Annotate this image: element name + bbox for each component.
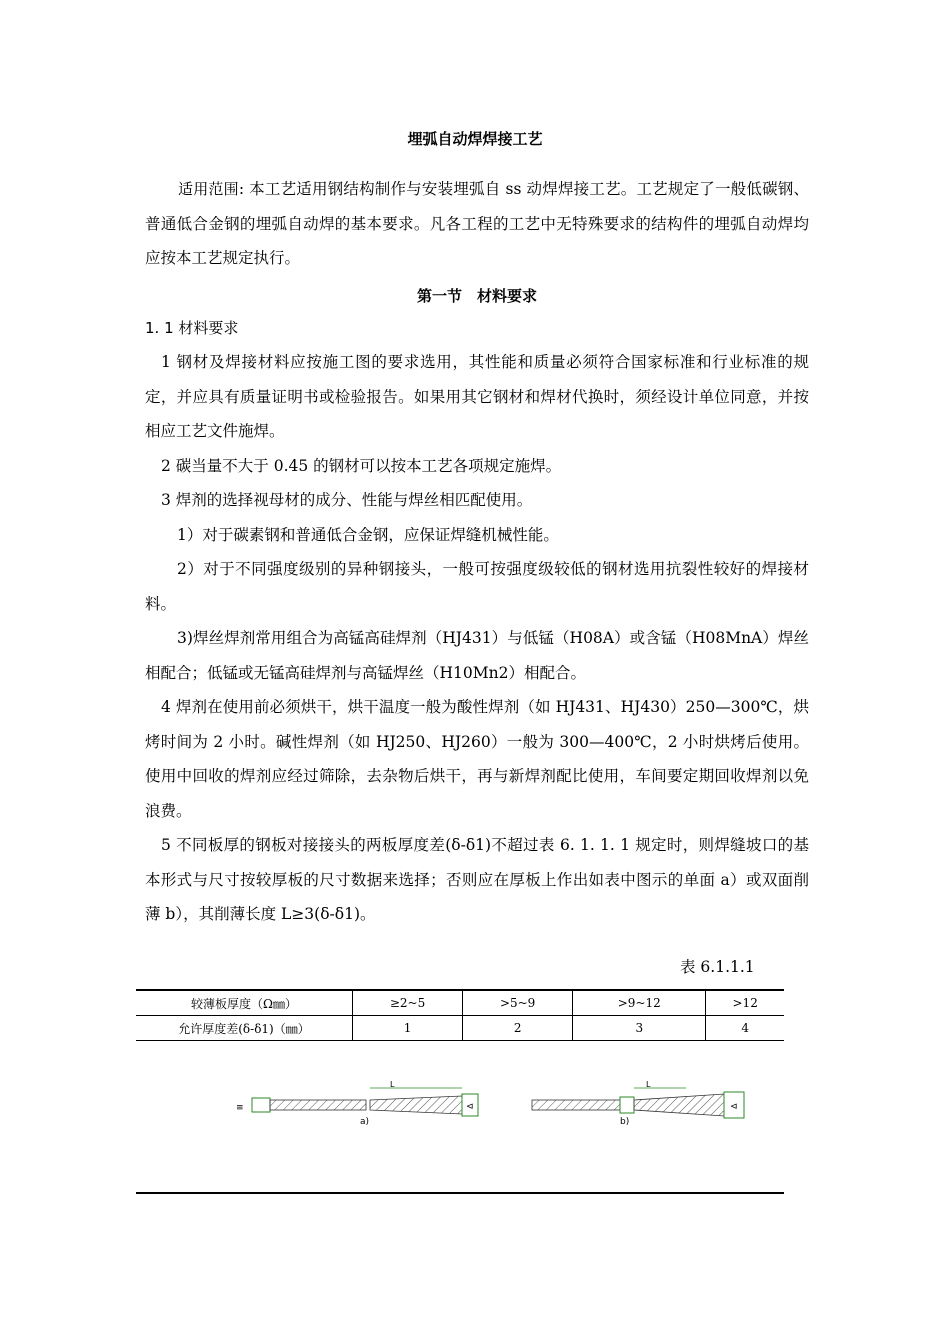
length-label-b: L — [646, 1080, 651, 1089]
thin-plate-a — [270, 1100, 366, 1110]
body-text — [145, 345, 809, 932]
paragraph-2: 2 碳当量不大于 0.45 的钢材可以按本工艺各项规定施焊。 — [161, 456, 562, 475]
scope-text: : 本工艺适用钢结构制作与安装埋弧自 ss 动焊焊接工艺。工艺规定了一般低碳钢、普通低合金钢的埋弧自动焊的基本要求。凡各工程的工艺中无特殊要求的结构件的埋弧自动焊均应按本工艺规定执行。 — [145, 180, 809, 267]
thickness-mark-left-a: ≡ — [236, 1103, 244, 1113]
table-cell: >5~9 — [463, 990, 573, 1016]
figure-a — [236, 1080, 478, 1127]
paragraph-4: 4 焊剂在使用前必须烘干，烘干温度一般为酸性焊剂（如 HJ431、HJ430）250—300℃，烘烤时间为 2 小时。碱性焊剂（如 HJ250、HJ260）一般为 300—400℃，2 小时烘烤后使用。使用中回收的焊剂应经过筛除，去杂物后烘干，再与新焊剂配比使用，车间要定期回收焊剂以免浪费。 — [145, 698, 809, 820]
subsection-heading-wrap — [145, 311, 809, 346]
thick-plate-bevel-a — [370, 1096, 462, 1114]
paragraph-3-2: 2）对于不同强度级别的异种钢接头，一般可按强度级较低的钢材选用抗裂性较好的焊接材料。 — [145, 560, 809, 613]
scope-paragraph — [145, 172, 809, 276]
table-caption: 表 6.1.1.1 — [680, 958, 755, 976]
table-row — [136, 1016, 784, 1041]
paragraph-5: 5 不同板厚的钢板对接接头的两板厚度差(δ-δ1)不超过表 6. 1. 1. 1 规定时，则焊缝坡口的基本形式与尺寸按较厚板的尺寸数据来选择；否则应在厚板上作出如表中图示的单面 a）或双面削薄 b），其削薄长度 L≥3(δ-δ1)。 — [145, 836, 809, 923]
table-cell: 较薄板厚度（Ω㎜） — [136, 990, 353, 1016]
thin-plate-end-b — [620, 1097, 634, 1113]
bevel-figure — [230, 1078, 760, 1130]
paragraph-3-3: 3)焊丝焊剂常用组合为高锰高硅焊剂（HJ431）与低锰（H08A）或含锰（H08MnA）焊丝相配合；低锰或无锰高硅焊剂与高锰焊丝（H10Mn2）相配合。 — [145, 629, 809, 682]
subsection-title: 1. 1 材料要求 — [145, 319, 239, 337]
table-row — [136, 990, 784, 1016]
section-heading-wrap — [145, 279, 809, 314]
thin-plate-end-a — [252, 1098, 270, 1112]
table-cell: 3 — [573, 1016, 706, 1041]
table-cell: 4 — [706, 1016, 784, 1041]
table-cell: 允许厚度差(δ-δ1)（㎜） — [136, 1016, 353, 1041]
paragraph-3: 3 焊剂的选择视母材的成分、性能与焊丝相匹配使用。 — [161, 491, 533, 509]
table-cell: >9~12 — [573, 990, 706, 1016]
figure-b — [532, 1080, 744, 1127]
thickness-table — [136, 989, 784, 1041]
thick-plate-bevel-b — [634, 1094, 724, 1116]
table-cell: 2 — [463, 1016, 573, 1041]
figure-label-a: a) — [360, 1117, 370, 1127]
table-cell: ≥2~5 — [353, 990, 463, 1016]
length-label-a: L — [390, 1080, 395, 1089]
paragraph-1: 1 钢材及焊接材料应按施工图的要求选用，其性能和质量必须符合国家标准和行业标准的规定，并应具有质量证明书或检验报告。如果用其它钢材和焊材代换时，须经设计单位同意，并按相应工艺文件施焊。 — [145, 353, 809, 440]
thickness-mark-right-b: ⊲ — [730, 1102, 738, 1112]
scope-label: 适用范围 — [178, 180, 239, 198]
page-title: 埋弧自动焊焊接工艺 — [407, 130, 543, 148]
thickness-mark-right-a: ⊲ — [466, 1102, 474, 1112]
paragraph-3-1: 1）对于碳素钢和普通低合金钢，应保证焊缝机械性能。 — [177, 525, 559, 544]
table-cell: >12 — [706, 990, 784, 1016]
thin-plate-b — [532, 1100, 620, 1110]
section-title: 第一节 材料要求 — [416, 287, 537, 305]
figure-label-b: b) — [620, 1117, 630, 1127]
table-cell: 1 — [353, 1016, 463, 1041]
bottom-rule — [136, 1192, 784, 1194]
